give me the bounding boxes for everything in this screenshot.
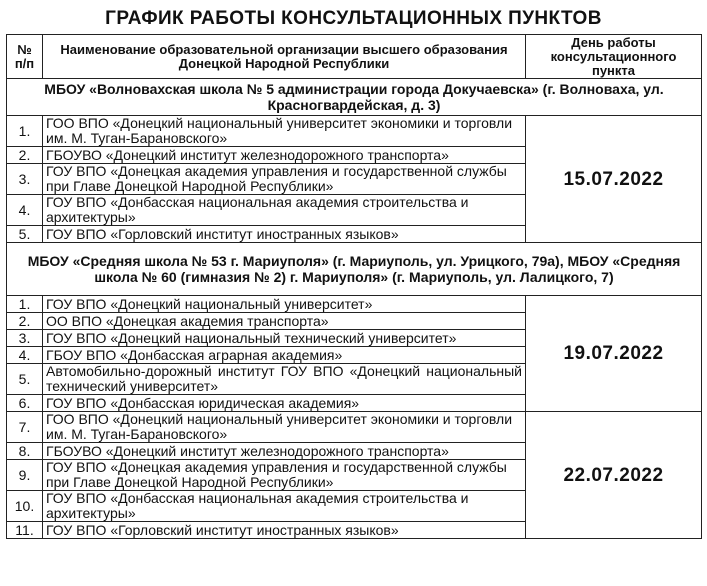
row-number: 11. — [7, 522, 43, 539]
organization-name: ГОУ ВПО «Донбасская национальная академия строительства и архитектуры» — [43, 491, 526, 522]
organization-name: ГБОУ ВПО «Донбасская аграрная академия» — [43, 347, 526, 364]
row-number: 1. — [7, 116, 43, 147]
row-number: 2. — [7, 147, 43, 164]
organization-name: ГБОУВО «Донецкий институт железнодорожного транспорта» — [43, 443, 526, 460]
organization-name: ГБОУВО «Донецкий институт железнодорожного транспорта» — [43, 147, 526, 164]
organization-name: ГОО ВПО «Донецкий национальный университет экономики и торговли им. М. Туган-Барановского» — [43, 116, 526, 147]
row-number: 8. — [7, 443, 43, 460]
organization-name: ГОУ ВПО «Горловский институт иностранных языков» — [43, 522, 526, 539]
row-number: 6. — [7, 395, 43, 412]
consultation-date: 19.07.2022 — [526, 296, 702, 412]
table-row — [7, 116, 702, 147]
organization-name: ГОУ ВПО «Горловский институт иностранных языков» — [43, 226, 526, 243]
organization-name: ГОУ ВПО «Донецкая академия управления и государственной службы при Главе Донецкой Народной Республики» — [43, 164, 526, 195]
row-number: 1. — [7, 296, 43, 313]
row-number: 2. — [7, 313, 43, 330]
school-heading-mariupol: МБОУ «Средняя школа № 53 г. Мариуполя» (г. Мариуполь, ул. Урицкого, 79а), МБОУ «Средняя школа № 60 (гимназия № 2) г. Мариуполя» (г. Мариуполь, ул. Лалицкого, 7) — [7, 243, 702, 296]
school-row — [7, 243, 702, 296]
table-header-row — [7, 35, 702, 79]
organization-name: ОО ВПО «Донецкая академия транспорта» — [43, 313, 526, 330]
row-number: 5. — [7, 226, 43, 243]
row-number: 7. — [7, 412, 43, 443]
consultation-date: 15.07.2022 — [526, 116, 702, 243]
schedule-table — [6, 34, 702, 539]
organization-name: Автомобильно-дорожный институт ГОУ ВПО «Донецкий национальный технический университет» — [43, 364, 526, 395]
row-number: 4. — [7, 195, 43, 226]
header-organization: Наименование образовательной организации высшего образования Донецкой Народной Республики — [43, 35, 526, 79]
table-row — [7, 412, 702, 443]
organization-name: ГОУ ВПО «Донбасская национальная академия строительства и архитектуры» — [43, 195, 526, 226]
organization-name: ГОУ ВПО «Донбасская юридическая академия» — [43, 395, 526, 412]
table-row — [7, 296, 702, 313]
organization-name: ГОУ ВПО «Донецкий национальный университет» — [43, 296, 526, 313]
row-number: 3. — [7, 330, 43, 347]
row-number: 10. — [7, 491, 43, 522]
organization-name: ГОУ ВПО «Донецкая академия управления и государственной службы при Главе Донецкой Народной Республики» — [43, 460, 526, 491]
organization-name: ГОО ВПО «Донецкий национальный университет экономики и торговли им. М. Туган-Барановского» — [43, 412, 526, 443]
row-number: 9. — [7, 460, 43, 491]
school-row — [7, 79, 702, 116]
school-heading-volnovakha: МБОУ «Волновахская школа № 5 администрации города Докучаевска» (г. Волноваха, ул. Красногвардейская, д. 3) — [7, 79, 702, 116]
row-number: 3. — [7, 164, 43, 195]
row-number: 4. — [7, 347, 43, 364]
row-number: 5. — [7, 364, 43, 395]
header-number: № п/п — [7, 35, 43, 79]
document-title: ГРАФИК РАБОТЫ КОНСУЛЬТАЦИОННЫХ ПУНКТОВ — [105, 8, 602, 29]
header-day: День работы консультационного пункта — [526, 35, 702, 79]
organization-name: ГОУ ВПО «Донецкий национальный технический университет» — [43, 330, 526, 347]
consultation-date: 22.07.2022 — [526, 412, 702, 539]
